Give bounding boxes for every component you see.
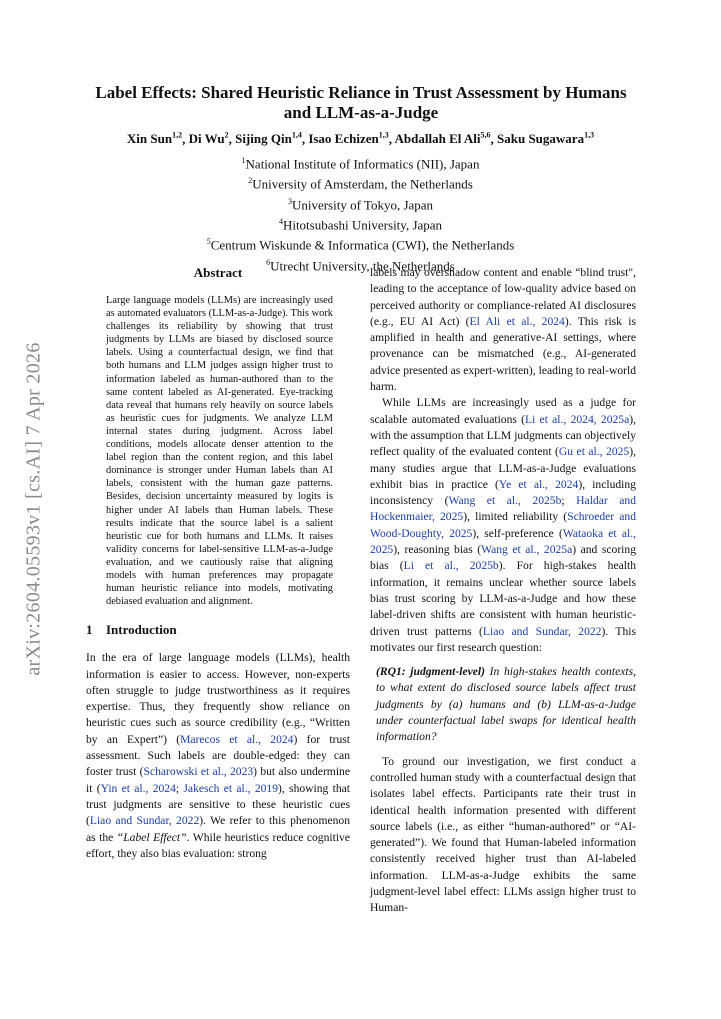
citation-link[interactable]: Schroeder and Wood-Doughty, 2025 [370,510,637,540]
citation-link[interactable]: Yin et al., 2024 [100,781,176,795]
affiliation-list [60,152,661,274]
citation-link[interactable]: Marecos et al., 2024 [180,732,294,746]
text-run: ), self-preference ( [472,526,563,540]
text-run: ), limited reliability ( [463,510,568,524]
affiliation: $^4$Hitotsubashi University, Japan [278,216,443,233]
author-name: Xin Sun$^{1,2}$ [126,131,183,147]
emphasis-text: “Label Effect” [116,830,187,844]
text-run: ), reasoning bias ( [393,543,482,557]
author-affiliation-marker: 1,3 [584,131,595,140]
left-column [86,265,350,862]
section-number: 1 [86,622,93,638]
text-run: ), with the assumption that LLM judgments can objectively reflect quality of the evaluated content ( [370,412,636,459]
text-run: While LLMs are increasingly used as a judge for scalable automated evaluations ( [370,396,636,426]
author-affiliation-marker: 1,3 [378,131,389,140]
author-affiliation-marker: 1,4 [291,131,302,140]
text-run: . While heuristics reduce cognitive effort, they also bias evaluation: strong [86,830,350,860]
author-name: Di Wu$^2$ [188,131,229,147]
text-run: ). For high-stakes health information, it remains unclear whether source labels bias trust scoring by LLM-as-a-Judge and how these label-driven shifts are consistent with human heuristic-driven trust patterns ( [370,559,637,638]
intro-paragraph-3: To ground our investigation, we first conduct a controlled human study with a counterfactual design that isolates label effects. Participants rate their trust in identical health information presented with different source labels (i.e., as either “human-authored” or “AI-generated”). We found that Human-labeled information consistently received higher trust than AI-labeled information. LLM-as-a-Judge exhibits the same judgment-level label effect: LLMs assign higher trust to Human- [370,754,636,915]
author-name: Sijing Qin$^{1,4}$ [235,131,302,147]
citation-link[interactable]: Jakesch et al., 2019 [183,781,279,795]
text-run: ). We refer to this phenomenon as the [86,814,351,844]
rq1-label: (RQ1: judgment-level) [376,665,485,679]
rq1-text: In high-stakes health contexts, to what extent do disclosed source labels affect trust judgments by (a) humans and (b) LLM-as-a-Judge under counterfactual label swaps for identical health information? [376,665,636,744]
text-run: ). This motivates our first research question: [370,624,636,654]
text-run: ), many studies argue that LLM-as-a-Judge evaluations exhibit bias in practice ( [370,445,636,491]
citation-link[interactable]: Ye et al., 2024 [498,477,579,491]
citation-link[interactable]: Liao and Sundar, 2022 [89,814,200,828]
text-run: ), showing that trust judgments are sensitive to these heuristic cues ( [86,781,351,828]
text-run: In the era of large language models (LLMs), health information is easier to access. However, non-experts often struggle to judge trustworthiness as it requires expertise. Thus, they frequently show reliance on heuristic cues such as source credibility (e.g., “Written by an Expert”) ( [86,651,350,746]
citation-link[interactable]: El Ali et al., 2024 [469,314,565,328]
author-affiliation-marker: 1,2 [172,131,183,140]
citation-link[interactable]: Liao and Sundar, 2022 [482,624,602,638]
intro-paragraph-1-continued [370,265,636,395]
section-title: Introduction [106,622,177,638]
text-run: ) and scoring bias ( [370,543,636,573]
section-heading-introduction [86,622,350,638]
text-run: labels may overshadow content and enable “blind trust", leading to the acceptance of low-quality advice based on perceived authority or compliance-related AI disclosures (e.g., EU AI Act) ( [370,266,636,328]
author-affiliation-marker: 5,6 [480,131,491,140]
right-column [370,265,636,917]
citation-link[interactable]: Li et al., 2024, 2025a [525,412,630,426]
affiliation: $^1$National Institute of Informatics (NII), Japan [241,156,480,172]
paper-title: Label Effects: Shared Heuristic Reliance in Trust Assessment by Humans and LLM-as-a-Judge [95,83,627,122]
author-affiliation-marker: 2 [224,131,229,140]
intro-paragraph-1 [86,650,350,862]
text-run: ) for trust assessment. Such labels are double-edged: they can foster trust ( [86,732,350,779]
affiliation: $^3$University of Tokyo, Japan [287,196,434,212]
arxiv-identifier: arXiv:2604.05593v1 [cs.AI] 7 Apr 2026 [22,342,45,676]
author-name: Isao Echizen$^{1,3}$ [308,131,389,147]
author-list: Xin Sun$^{1,2}$, Di Wu$^2$, Sijing Qin$^{1,4}$, Isao Echizen$^{1,3}$, Abdallah El Ali$^{5,6}$, Saku Sugawara$^{1,3}$ [126,131,595,147]
text-run: ; [175,781,184,795]
citation-link[interactable]: Scharowski et al., 2023 [143,765,254,779]
text-run: ). This risk is amplified in health and generative-AI settings, where provenance can be mismatched (e.g., AI-generated advice presented as expert-written), leading to real-world harm. [370,314,636,394]
text-run: ), including inconsistency ( [370,477,636,508]
abstract-heading: Abstract [193,265,243,280]
citation-link[interactable]: Wataoka et al., 2025 [370,526,636,557]
author-name: Saku Sugawara$^{1,3}$ [497,131,595,147]
citation-link[interactable]: Haldar and Hockenmaier, 2025 [370,494,636,524]
affiliation: $^2$University of Amsterdam, the Netherlands [248,176,473,192]
citation-link[interactable]: Wang et al., 2025a [481,543,573,557]
citation-link[interactable]: Li et al., 2025b [403,559,499,573]
abstract-text: Large language models (LLMs) are increasingly used as automated evaluators (LLM-as-a-Judge). This work challenges its reliability by showing that trust judgments by LLMs are biased by disclosed source labels. Using a counterfactual design, we find that both humans and LLM judges assign higher trust to information labeled as human-authored than to the same content labeled as AI-generated. Eye-tracking data reveal that humans rely heavily on source labels as heuristic cues for judgments. We analyze LLM internal states during judgment. Across label conditions, models allocate denser attention to the label region than the content region, and this label dominance is stronger under Human labels than AI labels, consistent with the human gaze patterns. Besides, decision uncertainty measured by logits is higher under AI labels than Human labels. These results indicate that the source label is a salient heuristic cue for both humans and LLMs. It raises validity concerns for label-sensitive LLM-as-a-Judge evaluation, and we cautiously raise that aligning models with human preferences may propagate human heuristic reliance into models, motivating debiased evaluation and alignment. [106,295,333,608]
text-run: ) but also undermine it ( [86,765,350,795]
text-run: ; [561,494,577,508]
intro-paragraph-2 [370,395,636,656]
affiliation: $^5$Centrum Wiskunde & Informatica (CWI), the Netherlands [206,237,515,253]
author-name: Abdallah El Ali$^{5,6}$ [394,131,491,147]
research-question-1 [370,664,636,745]
citation-link[interactable]: Wang et al., 2025b [448,494,562,508]
affiliation: $^6$Utrecht University, the Netherlands [266,257,455,273]
citation-link[interactable]: Gu et al., 2025 [558,445,630,459]
